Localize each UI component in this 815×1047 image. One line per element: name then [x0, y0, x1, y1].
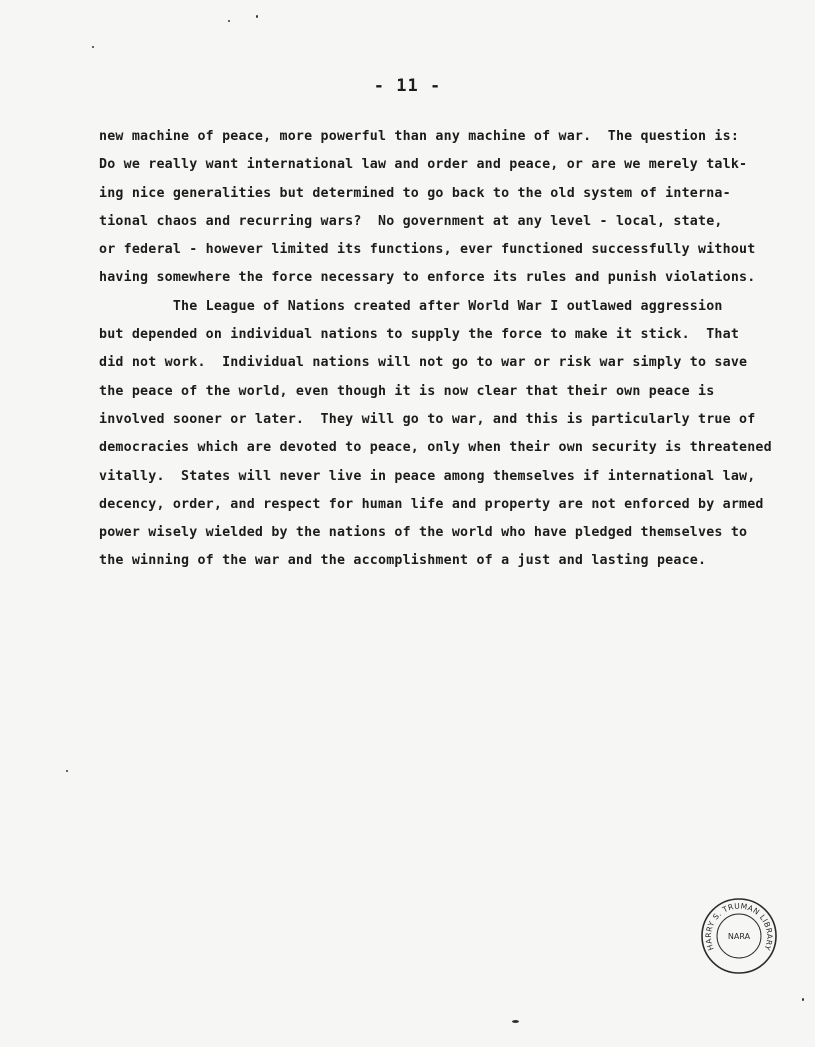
document-body [99, 123, 772, 576]
text-line: involved sooner or later. They will go to war, and this is particularly true of [99, 411, 756, 427]
scan-mark [512, 1020, 519, 1023]
text-line: new machine of peace, more powerful than any machine of war. The question is: [99, 129, 740, 144]
page-number: - 11 - [373, 76, 442, 96]
svg-text:NARA: NARA [727, 932, 751, 941]
text-line: or federal - however limited its functions, ever functioned successfully without [99, 242, 756, 258]
scan-mark [802, 998, 804, 1001]
text-line: the winning of the war and the accomplishment of a just and lasting peace. [99, 553, 707, 569]
text-line: The League of Nations created after World War I outlawed aggression [99, 298, 723, 314]
text-line: decency, order, and respect for human life and property are not enforced by armed [99, 496, 764, 512]
scan-mark [256, 15, 258, 18]
library-stamp-icon [700, 897, 778, 975]
paragraph-1 [99, 123, 759, 293]
text-line: vitally. States will never live in peace among themselves if international law, [99, 468, 756, 484]
text-line: did not work. Individual nations will not go to war or risk war simply to save [99, 355, 748, 371]
text-line: Do we really want international law and order and peace, or are we merely talk- [99, 157, 748, 173]
scan-mark [92, 46, 94, 48]
text-line: having somewhere the force necessary to enforce its rules and punish violations. [99, 270, 756, 286]
text-line: ing nice generalities but determined to go back to the old system of interna- [99, 185, 731, 201]
scan-mark [228, 20, 230, 22]
text-line: tional chaos and recurring wars? No government at any level - local, state, [99, 213, 723, 229]
svg-text:HARRY S. TRUMAN LIBRARY: HARRY S. TRUMAN LIBRARY [703, 901, 775, 952]
scan-mark [66, 770, 68, 772]
text-line: power wisely wielded by the nations of the world who have pledged themselves to [99, 525, 748, 541]
text-line: the peace of the world, even though it is now clear that their own peace is [99, 383, 715, 399]
text-line: democracies which are devoted to peace, only when their own security is threatened [99, 440, 772, 456]
paragraph-2 [99, 293, 772, 576]
text-line: but depended on individual nations to supply the force to make it stick. That [99, 327, 740, 343]
